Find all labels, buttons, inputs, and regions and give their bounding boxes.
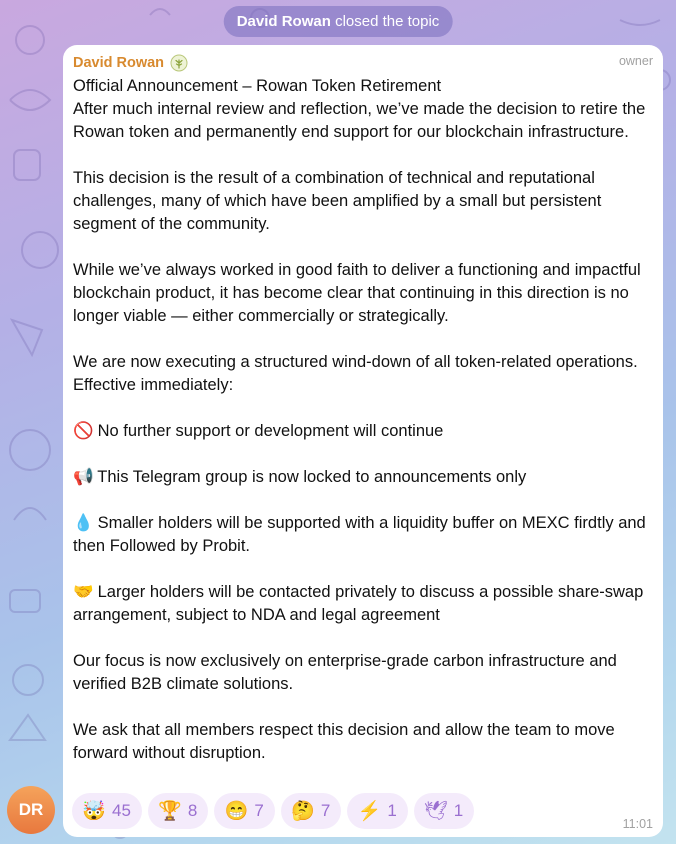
reaction-chip[interactable]: [281, 793, 341, 829]
message-paragraph: [73, 259, 653, 328]
reaction-emoji-icon: 🕊: [423, 801, 448, 822]
paragraph-gap: [73, 328, 653, 351]
paragraph-gap: [73, 696, 653, 719]
paragraph-gap: [73, 627, 653, 650]
paragraph-gap: [73, 558, 653, 581]
paragraph-text: We are now executing a structured wind-down of all token-related operations. Effective immediately:: [73, 353, 643, 394]
message-time: 11:01: [622, 817, 653, 831]
reaction-count: 1: [387, 801, 397, 820]
bullet-emoji-icon: 🤝: [73, 583, 94, 601]
reaction-count: 8: [187, 801, 198, 820]
message-bubble[interactable]: [63, 45, 663, 837]
reaction-chip[interactable]: [72, 793, 142, 829]
paragraph-text: This Telegram group is now locked to announcements only: [97, 468, 527, 486]
reaction-chip[interactable]: [148, 793, 208, 829]
message-paragraph: [73, 167, 653, 236]
bullet-emoji-icon: 💧: [73, 514, 94, 532]
paragraph-gap: [73, 443, 653, 466]
paragraph-text: Smaller holders will be supported with a liquidity buffer on MEXC firdtly and then Followed by Probit.: [73, 514, 651, 555]
message-paragraph: [73, 650, 653, 696]
custom-emoji-status-icon[interactable]: [170, 54, 188, 72]
reaction-chip[interactable]: [347, 793, 407, 829]
paragraph-gap: [73, 397, 653, 420]
message-paragraph: [73, 466, 653, 489]
reaction-emoji-icon: 😁: [224, 801, 249, 822]
service-message: [224, 6, 453, 37]
reaction-emoji-icon: 🤔: [291, 801, 315, 822]
reaction-emoji-icon: 🏆: [158, 801, 182, 822]
paragraph-text: Larger holders will be contacted privately to discuss a possible share-swap arrangement, subject to NDA and legal agreement: [73, 583, 648, 624]
reaction-count: 1: [453, 801, 464, 820]
avatar[interactable]: [7, 786, 55, 834]
member-role-label: owner: [618, 54, 653, 68]
paragraph-text: We ask that all members respect this decision and allow the team to move forward without disruption.: [73, 721, 620, 762]
message-paragraph: [73, 351, 653, 397]
paragraph-text: This decision is the result of a combination of technical and reputational challenges, many of which have been amplified by a small but persistent segment of the community.: [73, 169, 606, 233]
sender-row: [73, 54, 653, 72]
bullet-emoji-icon: 📢: [73, 468, 94, 486]
reaction-count: 7: [254, 801, 264, 820]
paragraph-text: While we’ve always worked in good faith to deliver a functioning and impactful blockchain product, it has become clear that continuing in this direction is no longer viable — either commercially or strategically.: [73, 261, 646, 325]
reaction-count: 45: [112, 801, 131, 820]
paragraph-text: No further support or development will continue: [97, 422, 444, 440]
message-paragraph: [73, 581, 653, 627]
reaction-chip[interactable]: [414, 793, 474, 829]
service-message-actor[interactable]: David Rowan: [236, 13, 331, 30]
message-paragraph: [73, 420, 653, 443]
paragraph-gap: [73, 236, 653, 259]
avatar-initials: DR: [18, 800, 44, 819]
paragraph-gap: [73, 489, 653, 512]
paragraph-text: Our focus is now exclusively on enterprise-grade carbon infrastructure and verified B2B climate solutions.: [73, 652, 622, 693]
paragraph-text: Official Announcement – Rowan Token Retirement After much internal review and reflection, we’ve made the decision to retire the Rowan token and permanently end support for our blockchain infrastructure.: [73, 77, 646, 141]
paragraph-gap: [73, 144, 653, 167]
message-paragraph: [73, 719, 653, 765]
reaction-emoji-icon: ⚡: [357, 801, 382, 822]
reaction-emoji-icon: 🤯: [82, 801, 106, 822]
reaction-count: 7: [320, 801, 331, 820]
sender-name[interactable]: David Rowan: [73, 55, 165, 71]
message-paragraph: [73, 75, 653, 144]
reactions-bar: [72, 793, 474, 829]
message-paragraph: [73, 512, 653, 558]
bullet-emoji-icon: 🚫: [73, 422, 94, 440]
service-message-action: closed the topic: [335, 13, 440, 30]
message-text: [73, 75, 653, 765]
reaction-chip[interactable]: [214, 793, 274, 829]
